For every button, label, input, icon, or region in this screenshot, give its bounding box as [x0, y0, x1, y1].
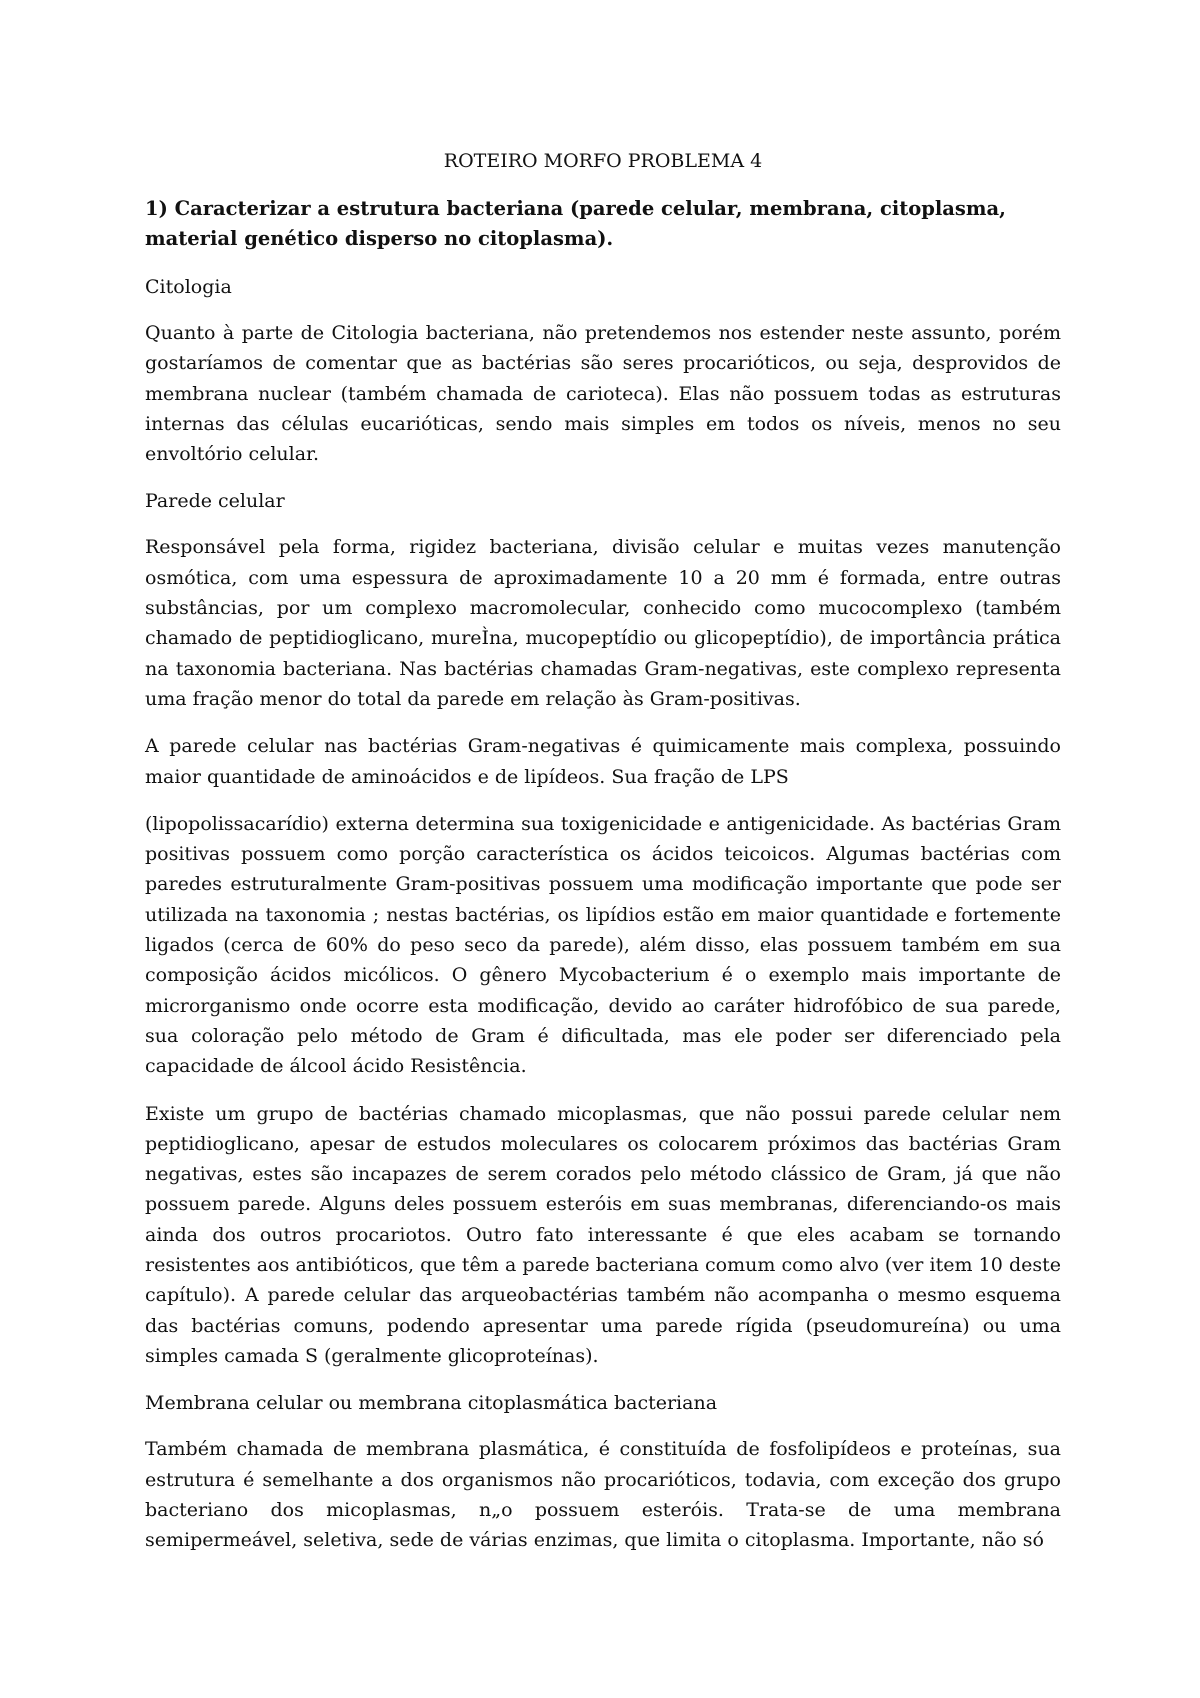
section-heading-parede-celular: Parede celular	[145, 490, 285, 513]
section-heading-membrana: Membrana celular ou membrana citoplasmática bacteriana	[145, 1392, 718, 1415]
paragraph-membrana-1: Também chamada de membrana plasmática, é constituída de fosfolipídeos e proteínas, sua estrutura é semelhante a dos organismos não procarióticos, todavia, com exceção dos grupo bacteriano dos micoplasmas, n„o possuem esteróis. Trata-se de uma membrana semipermeável, seletiva, sede de várias enzimas, que limita o citoplasma. Importante, não só	[145, 1438, 1061, 1552]
section-heading-citologia: Citologia	[145, 276, 232, 298]
paragraph-parede-1: Responsável pela forma, rigidez bacteriana, divisão celular e muitas vezes manutenção osmótica, com uma espessura de aproximadamente 10 a 20 mm é formada, entre outras substâncias, por um complexo macromolecular, conhecido como mucocomplexo (também chamado de peptidioglicano, mureÌna, mucopeptídio ou glicopeptídio), de importância prática na taxonomia bacteriana. Nas bactérias chamadas Gram-negativas, este complexo representa uma fração menor do total da parede em relação às Gram-positivas.	[145, 536, 1061, 710]
paragraph-parede-4: Existe um grupo de bactérias chamado micoplasmas, que não possui parede celular nem peptidioglicano, apesar de estudos moleculares os colocarem próximos das bactérias Gram negativas, estes são incapazes de serem corados pelo método clássico de Gram, já que não possuem parede. Alguns deles possuem esteróis em suas membranas, diferenciando-os mais ainda dos outros procariotos. Outro fato interessante é que eles acabam se tornando resistentes aos antibióticos, que têm a parede bacteriana comum como alvo (ver item 10 deste capítulo). A parede celular das arqueobactérias também não acompanha o mesmo esquema das bactérias comuns, podendo apresentar uma parede rígida (pseudomureína) ou uma simples camada S (geralmente glicoproteínas).	[145, 1102, 1061, 1367]
paragraph-parede-2: A parede celular nas bactérias Gram-negativas é quimicamente mais complexa, possuindo maior quantidade de aminoácidos e de lipídeos. Sua fração de LPS	[145, 735, 1061, 788]
question-heading: 1) Caracterizar a estrutura bacteriana (parede celular, membrana, citoplasma, material genético disperso no citoplasma).	[145, 197, 1006, 250]
page-title: ROTEIRO MORFO PROBLEMA 4	[443, 150, 763, 172]
document-body	[145, 148, 1061, 1572]
paragraph-parede-3: (lipopolissacarídio) externa determina sua toxigenicidade e antigenicidade. As bactérias Gram positivas possuem como porção característica os ácidos teicoicos. Algumas bactérias com paredes estruturalmente Gram-positivas possuem uma modificação importante que pode ser utilizada na taxonomia ; nestas bactérias, os lipídios estão em maior quantidade e fortemente ligados (cerca de 60% do peso seco da parede), além disso, elas possuem também em sua composição ácidos micólicos. O gênero Mycobacterium é o exemplo mais importante de microrganismo onde ocorre esta modificação, devido ao caráter hidrofóbico de sua parede, sua coloração pelo método de Gram é dificultada, mas ele poder ser diferenciado pela capacidade de álcool ácido Resistência.	[145, 812, 1061, 1078]
paragraph-citologia: Quanto à parte de Citologia bacteriana, não pretendemos nos estender neste assunto, porém gostaríamos de comentar que as bactérias são seres procarióticos, ou seja, desprovidos de membrana nuclear (também chamada de carioteca). Elas não possuem todas as estruturas internas das células eucarióticas, sendo mais simples em todos os níveis, menos no seu envoltório celular.	[145, 322, 1061, 466]
